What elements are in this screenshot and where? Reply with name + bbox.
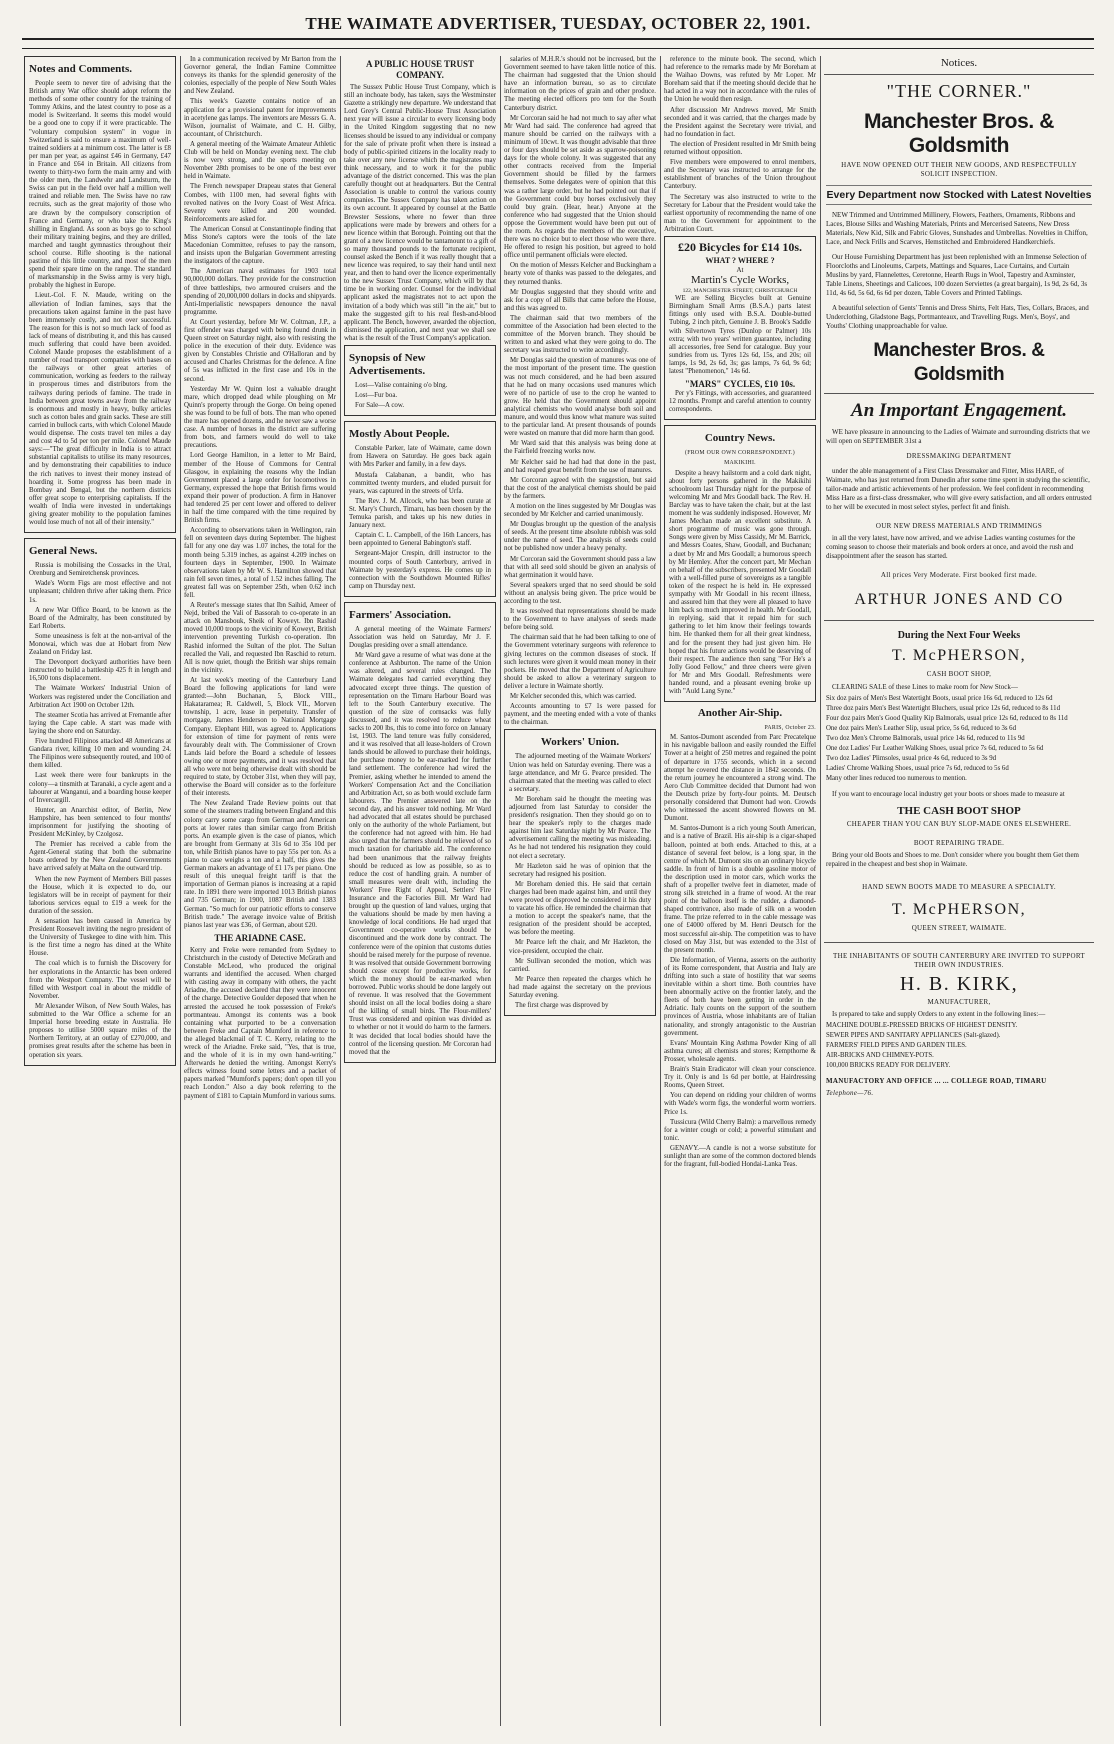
important-engagement-title: An Important Engagement. [851,400,1067,421]
every-department-line: Every Department now Stocked with Latest Novelties [826,185,1092,205]
paragraph: Mr Boreham said he thought the meeting was adjourned from last Saturday to consider the president's resignation. Then they should go on to hear the speaker's reply to the charges made against him last Saturday night by Mr Pearce. The advertisement calling the meeting was misleading. As he had not tendered his resignation they could not elect a secretary. [509,795,651,860]
paragraph: Brain's Stain Eradicator will clean your conscience. Try it. Only is and 1s 6d per bottle, at Hairdressing Rooms, Queen Street. [664,1066,816,1090]
section-title-people: Mostly About People. [349,428,450,441]
synopsis-items [349,382,491,410]
paragraph: At last week's meeting of the Canterbury Land Board the following applications for land were granted:—John Buchanan, 5, Block VIII., Hakataramea; R. Caldwell, 5, Block VII., Morven township, 1 acre, lease in perpetuity. Transfer of mortgage, James Henderson to National Mortgage Company. Elephant Hill, was agreed to. Applications for extension of time for payment of rents were favourably dealt with. The Commissioner of Crown Lands laid before the Board a schedule of lessees owing one or more payments, and it was resolved that all who were not being otherwise dealt with should be required to state, by October 31st, when they will pay, otherwise the Board will consider as to the forfeiture of their interests. [184,676,336,798]
clearing-sale-line: CLEARING SALE of these Lines to make room for New Stock— [832,683,1018,691]
notes-and-comments-box [24,56,176,533]
arthur-jones-ad [824,394,1094,621]
list-item: Many other lines reduced too numerous to mention. [826,775,967,782]
list-item: MACHINE DOUBLE-PRESSED BRICKS OF HIGHEST DENSITY. [826,1022,1018,1029]
list-item: One doz pairs Men's Leather Slip, usual price, 5s 6d, reduced to 3s 6d [826,725,1016,732]
mars-cycles-headline: "MARS" CYCLES, £10 10s. [684,379,796,390]
paragraph: The American Consul at Constantinople finding that Miss Stone's captors were the tools of the late Macedonian Committee, refuses to pay the ransom, and insists upon the Bulgarian Government arresting the instigators of the capture. [184,225,336,266]
paragraph: When the new Payment of Members Bill passes the House, which it is expected to do, our legislators will be in receipt of payment for their laborious services equal to £19 a week for the duration of the session. [29,875,171,915]
paragraph: In a communication received by Mr Barton from the Governor general, the Indian Famine Committee conveys its thanks for the splendid generosity of the colonies, especially of the people of New South Wales and New Zealand. [184,56,336,96]
farmers-continued [504,56,656,727]
newspaper-page [22,14,1094,1732]
air-ship-paragraphs [664,734,816,1169]
column-divider [820,56,821,1726]
general-news-paragraphs [29,562,171,1059]
paragraph: The Rev. J. M. Allcock, who has been curate at St. Mary's Church, Timaru, has been chosen by the Temuka parish, and takes up his new duties in January next. [349,497,491,530]
paragraph: Last week there were four bankrupts in the colony—a tinsmith at Taranaki, a cycle agent and a labourer at Wanganui, and a boarding house keeper of Invercargill. [29,772,171,804]
section-title-ariadne: THE ARIADNE CASE. [214,932,306,943]
hand-sewn-line: HAND SEWN BOOTS MADE TO MEASURE A SPECIALTY. [862,883,1056,891]
list-item: AIR-BRICKS AND CHIMNEY-POTS. [826,1052,934,1059]
dateline: PARIS, October 23. [764,725,816,732]
queen-street-line: QUEEN STREET, WAIMATE. [911,924,1007,932]
house-furnishing-text: Our House Furnishing Department has just been replenished with an Immense Selection of Floorcloths and Linoleums, Carpets, Mattings and Squares, Lace Curtains, and Curtain Muslins by yard, Flannelettes, Ceretonne, Hearth Rugs in Wool, Tapestry and Axminster, Table Linens, Sheetings and Calicoes, 100 dozen Serviettes (a great bargain), 1s 9d, 2s 6d, 3s 11d, 4s 6d, 5s 6d, 6s 6d per dozen, Table Covers and Printed Tablings. [826,253,1088,297]
column-divider [340,56,341,1726]
list-item: Two doz Ladies' Plimsoles, usual price 4s 6d, reduced to 3s 9d [826,755,997,762]
kirk-name: H. B. KIRK, [899,973,1019,995]
notices-heading: Notices. [940,57,978,69]
kirk-product-lines [826,1021,1092,1071]
paragraph: At Court yesterday, before Mr W. Coltman, J.P., a first offender was charged with being found drunk in Queen street on Saturday night, also with resisting the police in the execution of their duty. Evidence was given by Constables Christie and O'Halloran and by accused and Charles Christmas for the defence. A fine of 5s was inflicted in the first case and 10s in the second. [184,318,336,383]
paragraph: Despite a heavy hailstorm and a cold dark night, about forty persons gathered in the Makikihi schoolroom last Thursday night for the purpose of welcoming Mr and Mrs Goodall back. The Rev. H. Barclay was to have taken the chair, but at the last moment he was suddenly indisposed. However, Mr James Mechan made an excellent substitute. A short programme of music was gone through. Songs were given by Miss Cassidy, Mr M. Barrick, and Messrs Coates, Shaw, Goodall, and Buchanan; a duet by Mr and Mrs Goodall; a humorous speech by Mr Hemley. After the concert part, Mr Mechan on behalf of the subscribers, presented Mr Goodall with a well-filled purse of sovereigns as a tangible token of the respect he is held in. He expressed sympathy with Mr Goodall in his recent illness, and assured him that they were all pleased to have him back so much improved in health. Mr Goodall, in replying, said that it repaid him for such gathering to let him know their feelings towards him. He thanked them for all their great kindness, and for the present they had just given him. He hoped that his future actions would be deserving of their respect. The audience then sang "For He's a Jolly Good Fellow," and three cheers were given for Mr and Mrs Goodall. Refreshments were handed round, and a pleasant evening broke up with "Auld Lang Syne." [669,469,811,696]
paragraph: Kerry and Freke were remanded from Sydney to Christchurch in the custody of Detective McGrath and Constable McLeod, who produced the original warrants and identified the accused. When charged with casting away in company with others, the yacht Ariadne, the accused declared that they were innocent of the charge. Detective Goulder deposed that when he arrested the accused he took possession of Freke's portmanteau. Amongst its contents was a book containing what purported to be a conversation between Freke and Captain Mumford in reference to the alleged blackmail of T. C. Kerry, relating to the wreck of the Ariadne. Freke said, "Yes, that is true, and the whole of it is in my own hand-writing." Afterwards he denied the writing. Amongst Kerry's effects witness found some letters and a packet of papers marked "Mumford's papers; don't open till you reach London." Also a day book referring to the payment of £181 to Captain Mumford in various sums. [184,946,336,1100]
paragraph: Five members were empowered to enrol members, and the Secretary was instructed to arrange for the establishment of branches of the Union throughout Canterbury. [664,159,816,191]
trust-paragraphs [344,84,496,343]
place-heading: MAKIKIHI. [724,460,756,467]
section-title-general-news: General News. [29,545,98,558]
paragraph: Russia is mobilising the Cossacks in the Ural, Orenburg and Semiretchensk provinces. [29,562,171,578]
mcpherson-ad [824,621,1094,943]
section-title-farmers: Farmers' Association. [349,608,452,621]
telephone-line: Telephone—76. [826,1089,874,1097]
paragraph: Mr Ward gave a resume of what was done at the conference at Ashburton. The name of the Union was altered, and several rules changed. The Waimate delegates had carried everything they advocated except three things. The question of representation on the Timaru Harbour Board was left to the South Canterbury executive. The question of the size of cornsacks was fully discussed, and it was resolved to reduce wheat sacks to 200 lbs, this to come into force on January 1st, 1903. The land tenure was fully considered, and it was resolved that all lease-holders of Crown lands should be allowed to purchase their holdings, the purchase money to be ear-marked for further land settlement. The conference had wired the Premier, asking whether he intended to amend the Workers' Compensation Act and the Conciliation and Arbitration Act, so as both would exclude farm labourers. The Premier answered late on the second day, and his answer told nothing. Mr Ward had advocated that all estates should be purchased only on the authority of the whole Parliament, but the conference had not agreed with him. He had also urged that the farmers should be relieved of so much taxation for charitable aid. The conference had been unanimous that the railway freights should be reduced as low as possible, so as to reduce the cost of handling grain. A number of small measures were dealt with, including the Workers' Free Right of Appeal, Settlers' Fire Insurance and the Factories Bill. Mr Ward had brought up the question of land values, urging that the valuations should be made by men having a knowledge of local conditions. He had urged that Government co-operative works should be discontinued and the work done by contract. The conference were of the opinion that customs duties should be raised merely for the purpose of revenue. It was resolved that outside Government borrowing should cease except for productive works, for which the money should be ear-marked when borrowed. Public works should be done largely out of revenue. It was resolved that the Government should insist on all the local bodies doing a share of the killing of small birds. The Flour-millers' Trust was considered and opinion was divided as to whether or not it would do harm to the farmers. It was decided that local bodies should have the control of the licensing question. Mr Corcoran had moved that the [349,652,491,1056]
paragraph: Mr Pearce left the chair, and Mr Hazleton, the vice-president, occupied the chair. [509,939,651,955]
paragraph: Sergeant-Major Crespin, drill instructor to the mounted corps of South Canterbury, arrived in Waimate by yesterday's express. He comes up in connection with the Southdown Mounted Rifles' camp on Thursday next. [349,550,491,590]
bicycle-ad-name: Martin's Cycle Works, [690,274,790,287]
bicycle-ad-address: 122, MANCHESTER STREET, CHRISTCHURCH [682,288,798,295]
next-four-weeks: During the Next Four Weeks [897,630,1021,641]
mcpherson-name-2: T. McPHERSON, [891,901,1027,918]
paragraph: This week's Gazette contains notice of an application for a provisional patent for improvements in acetylene gas lamps. The inventors are Messrs G. A. Wilson, journalist of Waimate, and C. H. Gilby, accountant, of Christchurch. [184,98,336,138]
masthead: THE WAIMATE ADVERTISER, TUESDAY, OCTOBER 22, 1901. [305,14,811,33]
manchester-bros-name: Manchester Bros. & Goldsmith [863,110,1055,157]
paragraph: Mr Pearce then repeated the charges which he had made against the secretary on the previous Saturday evening. [509,975,651,1000]
paragraph: M. Santos-Dumont is a rich young South American, and is a native of Brazil. His air-ship is a cigar-shaped balloon, pointed at both ends. Attached to this, at a distance of several feet below, is a long spar, in the centre of which M. Dumont sits on an ordinary bicycle saddle. In front of him is a double gasoline motor of the description used in motor cars, which works the shaft of a propeller twelve feet in diameter, made of strong silk stretched in a frame of wood. At the rear point of the balloon itself is the rudder, a diamond-shaped contrivance, also made of silk on a wooden frame. The prize referred to in the cable message was one of £4000 offered by M. Henri Deutsch for the most successful air-ship. The competition was to have closed on May 31st, but was extended to the 31st of the present month. [664,825,816,954]
paragraph: The Sussex Public House Trust Company, which is still an inchoate body, has taken, says the Westminster Gazette a strikingly new departure. We understand that Lord Grey's Central Public-House Trust Association next year will issue a circular to every licensing body in the United Kingdom suggesting that no new licenses should be issued to any individual or company for the sale of private profit when there is instead a body of public-spirited citizens in the locality ready to take over any new license which the magistrates may think necessary, and to work it for the public advantage of the district concerned. This was the plan carefully thought out at headquarters. But the Central Association is unable to control the various county companies. The Sussex Company has taken action on its own account. It appeared by counsel at the Battle Brewster Sessions, where no fewer than three applications were made by brewers and others for a new licence within that Borough. Pointing out that the grant of a new licence would be tantamount to a gift of so many thousand pounds to the fortunate recipient, counsel asked the Bench if it was really thought that a new licence was required, to say their hand until next year, and then to hand over the licence experimentally to the new Sussex Trust Company, which will by that time be in working order. Counsel for the individual applicant asked the magistrates not to act upon the invitation of a body which was still "in the air," but to make the suggested gift to his real flesh-and-blood applicant. The Bench, however, awarded the objection, dismissed the application, and next year we shall see what is the result of the Trust Company's application. [344,84,496,342]
paragraph: reference to the minute book. The second, which had reference to the remarks made by Mr Boreham at the Waihao Downs, was refuted by Mr Loper. Mr Boreham said that if the meeting should decide that he had acted in a way not in accordance with the rules of the Union he would then resign. [664,56,816,104]
boot-repairing-trade: BOOT REPAIRING TRADE. [913,839,1005,847]
paragraph: The chairman said that two members of the committee of the Association had been elected to the committee of the Morven branch. They should be written to and asked what they were going to do. The secretary was instructed to write accordingly. [504,314,656,355]
inhabitants-line: THE INHABITANTS OF SOUTH CANTERBURY ARE INVITED TO SUPPORT THEIR OWN INDUSTRIES. [833,952,1085,969]
paragraph: Mustafa Calabanan, a bandit, who has committed twenty murders, and eluded pursuit for years, was captured in the streets of Urfa. [349,471,491,495]
section-title-notes: Notes and Comments. [29,63,132,75]
paragraph: Five hundred Filipinos attacked 48 Americans at Gandara river, killing 10 men and wounding 24. The Filipinos were subsequently routed, and 100 of them killed. [29,738,171,770]
section-title-trust-company: A PUBLIC HOUSE TRUST COMPANY. [365,59,475,80]
paragraph: Wade's Worm Figs are most effective and not unpleasant; children thrive after taking them. Price 1s. [29,580,171,604]
encourage-line: If you want to encourage local industry get your boots or shoes made to measure at [832,790,1065,798]
bicycle-ad-question: WHAT ? WHERE ? [705,255,775,265]
paragraph: The American naval estimates for 1903 total 90,000,000 dollars. They provide for the construction of three battleships, two armoured cruisers and the spending of 20,000,000 dollars in docks and shipyards. Anti-Imperialistic newspapers denounce the naval programme. [184,268,336,316]
paragraph: Mr Corcoran said the Government should pass a law that with all seed sold should be given an analysis of what germination it would have. [504,555,656,579]
section-title-synopsis: Synopsis of New Advertisements. [349,352,426,377]
list-item: Ladies' Chrome Walking Shoes, usual price 7s 6d, reduced to 5s 6d [826,765,1009,772]
the-corner-title: "THE CORNER." [886,81,1032,101]
paragraph: Evans' Mountain King Asthma Powder King of all asthma cures; all chemists and stores; Kempthorne & Prosser, wholesale agents. [664,1039,816,1063]
workers-union-paragraphs [509,753,651,1010]
masthead-rule [22,38,1094,40]
list-item: Two doz Men's Chrome Balmorals, usual price 14s 6d, reduced to 11s 9d [826,735,1025,742]
list-item: Four doz pairs Men's Good Quality Kip Balmorals, usual price 12s 6d, reduced to 8s 11d [826,715,1068,722]
repair-body: Bring your old Boots and Shoes to me. Don't consider where you bought them Get them repaired in the cheapest and best shop in Waimate. [826,851,1080,868]
paragraph: The coal which is to furnish the Discovery for her explorations in the Antarctic has been ordered from the Westport Company. The vessel will be filled with Westport coal in about the middle of November. [29,960,171,1000]
paragraph: The adjourned meeting of the Waimate Workers' Union was held on Saturday evening. There was a large attendance, and Mr G. Pearce presided. The chairman stated that the meeting was called to elect a secretary. [509,753,651,793]
paragraph: The Waimate Workers' Industrial Union of Workers was registered under the Conciliation and Arbitration Act 1900 on October 12th. [29,685,171,709]
section-title-air-ship: Another Air-Ship. [697,707,783,720]
paragraph: Mr Hazleton said he was of opinion that the secretary had resigned his position. [509,862,651,878]
paragraph: A Reuter's message states that Ibn Saihid, Ameer of Nejd, bribed the Vali of Bassorah to co-operate in an attack on Mansbouk, Sheik of Koweyt. Ibn Rashid moved 10,000 troops to the vicinity of Koweyt, British intervention preventing Turkish co-operation. Ibn Rashid informed the Sultan of the plot. The Sultan recalled the Vali, and requested Ibn Raschid to return. All is now quiet, though the British war ships remain in the vicinity. [184,602,336,674]
paragraph: Mr Douglas said the question of manures was one of the most important of the present time. The question was not much considered, and he had been assured that he had on many occasions used manures which were of no particle of use to the crop he wanted to grow. He held that the Government should appoint analytical chemists who would analyse both soil and manure, and would thus know what manure was suited to the particular land. At present thousands of pounds were wasted on manure that did more harm than good. [504,357,656,438]
paragraph: A new War Office Board, to be known as the Board of the Admiralty, has been constituted by Earl Roberts. [29,606,171,630]
bicycle-ad-at: At [736,265,744,274]
paragraph: Hunter, an Anarchist editor, of Berlin, New Hampshire, has been sentenced to four months' imprisonment for justifying the shooting of President McKinley, by Czolgosz. [29,806,171,839]
people-paragraphs [349,445,491,591]
bicycle-ad-headline: £20 Bicycles for £14 10s. [677,239,803,254]
engagement-body: WE have pleasure in announcing to the Ladies of Waimate and surrounding districts that we will open on SEPTEMBER 31st a [826,428,1090,445]
paragraph: Mr Ward said that this analysis was being done at the Fairfield freezing works now. [504,440,656,456]
workers-union-box [504,729,656,1016]
paragraph: The chairman said that he had been talking to one of the Government veterinary surgeons with reference to giving lectures on the common diseases of stock. If such lectures were given it would mean money in their pockets. He moved that the Department of Agriculture should be asked to allow a veterinary surgeon to deliver a lecture in Waimate shortly. [504,634,656,690]
kirk-body: Is prepared to take and supply Orders to any extent in the following lines:— [832,1010,1046,1018]
kirk-ad [824,943,1094,1107]
paragraph: Mr Sullivan seconded the motion, which was carried. [509,957,651,973]
list-item: One doz Ladies' Fur Leather Walking Shoes, usual price 7s 6d, reduced to 5s 6d [826,745,1044,752]
paragraph: A sensation has been caused in America by President Roosevelt inviting the negro president of the University of Tuskegee to dine with him. This is the first time a negro has dined at the White House. [29,918,171,958]
paragraph: Some uneasiness is felt at the non-arrival of the Monowai, which was due at Hobart from New Zealand on Friday last. [29,632,171,657]
new-dress-materials: OUR NEW DRESS MATERIALS AND TRIMMINGS [875,522,1043,530]
new-trimmed-text: NEW Trimmed and Untrimmed Millinery, Flowers, Feathers, Ornaments, Ribbons and Laces, Blouse Silks and Washing Materials, Prints and Mercerised Sateens, New Dress Materials, New Kid, Silk and Fabric Gloves, Sunshades and Umbrellas. Novelties in Chiffon, Lace, and Neck Frills and Scarves, Hemstitched and Embroidered Handkerchiefs. [826,211,1088,246]
mostly-about-people-box [344,421,496,597]
column-1 [24,56,176,1726]
paragraph: Several speakers urged that no seed should be sold without an analysis being given. The price would be according to the test. [504,581,656,605]
workers-union-continued [664,56,816,234]
list-item: Three doz pairs Men's Best Watertight Bluchers, usual price 12s 6d, reduced to 8s 11d [826,705,1060,712]
masthead-rule-thin [22,48,1094,49]
bicycle-ad-body: WE are Selling Bicycles built at Genuine Birmingham Small Arms (B.S.A.) parts latest fittings only used with B.S.A. Double-butted Tubing, 2 inch pitch, Genuine J. B. Brook's Saddle with Silvertown Tyres (Dunlop or Palmer) 10s extra; with two years' written guarantee, including all accessories, free Send for catalogue. Buy your sundries from us. Tyres 12s 6d, 15s, and 20s; oil lamps, 1s 9d, 2s 6d, 3s; gas lamps, 7s 6d, 9s 6d; latest "Phenomenon," 14s 6d. [669,295,811,375]
boot-sale-lines [826,694,1092,784]
paragraph: Mr Kelcher said he had had that done in the past, and had reaped great benefit from the use of manures. [504,458,656,474]
column-4 [504,56,656,1726]
general-news-box [24,538,176,1065]
news-paragraphs [184,56,336,930]
column-divider [500,56,501,1726]
list-item: SEWER PIPES AND SANITARY APPLIANCES (Salt-glazed). [826,1032,1001,1039]
section-title-workers-union: Workers' Union. [540,736,620,749]
paragraph: On the motion of Messrs Kelcher and Buckingham a hearty vote of thanks was passed to the delegates, and they returned thanks. [504,262,656,286]
country-news-box [664,425,816,702]
paragraph: Captain C. L. Campbell, of the 16th Lancers, has been appointed to General Babington's staff. [349,532,491,548]
paragraph: Die Information, of Vienna, asserts on the authority of its Rome correspondent, that Austria and Italy are drifting into such a state of hostility that war seems inevitable within a short time. Both countries have been abnormally active on the frontier lately, and the fleets of both have been getting in order in the Adriatic. Italy counts on the support of the southern provinces of Austria, whose inhabitants are of Italian nationality, and strongly antagonistic to the Austrian government. [664,956,816,1037]
paragraph: According to observations taken in Wellington, rain fell on seventeen days during September. The highest fall for any one day was 1.07 inches, the total for the month being 5.319 inches, as against 4.209 inches on fourteen days in September, 1900. In Waimate observations taken by Mr W. S. Hamilton showed that rain fell seven times, a total of 1.52 inches falling. The greatest fall was on September 25th, when 0.62 inch fell. [184,527,336,599]
ariadne-paragraphs [184,947,336,1101]
cash-boot-shop-2: THE CASH BOOT SHOP [897,805,1021,817]
dressmaking-body: under the able management of a First Class Dressmaker and Fitter, Miss HARE, of Waimate, who has just returned from Dunedin after some time spent in studying the scientific, tailor-made and artistic achievements of her profession. We feel confident in recommending Miss Hare as a first-class dressmaker, who will give every satisfaction, and all orders entrusted to her will be executed in most select styles, perfect fit and finish. [826,467,1092,511]
column-6-advertisements [824,56,1094,1726]
mcpherson-name: T. McPHERSON, [891,647,1027,664]
paragraph: Tussicura (Wild Cherry Balm): a marvellous remedy for a winter cough or cold; a powerful stimulant and tonic. [664,1118,816,1142]
paragraph: Accounts amounting to £7 1s were passed for payment, and the meeting ended with a vote of thanks to the chairman. [504,703,656,727]
correspondent-line: (FROM OUR OWN CORRESPONDENT.) [684,450,796,457]
paragraph: M. Santos-Dumont ascended from Parc Precatelque in his navigable balloon and easily rounded the Eiffel Tower at a height of 250 metres and regained the point of departure in 1755 seconds, which in a second attempt he covered the distance in 1842 seconds. On the return journey he encountered a strong wind. The Aero Club Committee decided that Dumont had won the Deutsch prize by forty-four points. M. Deutsch personally considered that Dumont had won. Crowds who witnessed the ascent showered flowers on M. Dumont. [664,734,816,823]
list-item: 100,000 BRICKS READY FOR DELIVERY. [826,1062,951,1069]
new-dress-body: in all the very latest, have now arrived, and we advise Ladies wanting costumes for the coming season to choose their materials and book orders at once, and avoid the rush and disappointment after the season has started. [826,534,1076,560]
paragraph: After discussion Mr Andrews moved, Mr Smith seconded and it was carried, that the charges made by the President against the Secretary were trivial, and had no foundation in fact. [664,106,816,138]
paragraph: It was resolved that representations should be made to the Government to have analyses of seeds made before being sold. [504,608,656,632]
prices-line: All prices Very Moderate. First booked first made. [880,571,1038,579]
paragraph: Mr Corcoran said he had not much to say after what Mr Ward had said. The conference had agreed that manure should be carried on the railways with a minimum of 10cwt. It was thought advisable that three or four days should be set aside as sparrow-poisoning days for the whole colony. It was suggested that any other contracts received from the Imperial Government should be filled by the farmers themselves. Some delegates were of opinion that this was a rather large order, but he had pointed out that if the Government could buy horses exclusively they could buy grain. (Hear, hear.) Anyone at the conference who had suggested that the Union should oppose the Government would have been put out of the room. As regards the members of the executive, there was no choice but to elect those who were there. He offered to resign his position, but agreed to hold office until permanent officials were elected. [504,114,656,260]
paragraph: Mr Douglas suggested that they should write and ask for a copy of all Bills that came before the House, and this was agreed to. [504,288,656,312]
paragraph: People seem to never tire of advising that the British army War office should adopt reform the methods of some other country for the training of Tommy Atkins, and the latest country to pose as a model is Switzerland. It seems this model would be a good one to copy if it were practicable. The "voluntary compulsion system" in vogue in Switzerland is said to ensure a maximum of well-trained soldiers at a minimum cost. The latter is £8 per man per year, as against £46 in Germany, £47 in France and £64 in Britain. All citizens from twenty to thirty-two form the main army and with the older men, the Landwehr and Landsturm, the Swiss can put in the field over half a million well trained and reliable men. The Swiss have no raw recruits, such as the great majority of those who are drawn by the compulsory conscription of France and Germany, or who take the King's shilling in England. As soon as boys go to school their military training begins, and they are drilled, marched and taught gymnastics throughout their school course. Rifle shooting is the national pastime of this little country, and most of the men spend their spare time on the range. The standard of marksmanship in the Swiss army is very high, probably the highest in Europe. [29,80,171,290]
country-news-paragraphs [669,470,811,697]
paragraph: You can depend on ridding your children of worms with Wade's worm figs, the wonderful worm worriers. Price 1s. [664,1092,816,1116]
column-5 [664,56,816,1726]
cheaper-line: CHEAPER THAN YOU CAN BUY SLOP-MADE ONES ELSEWHERE. [846,820,1072,828]
manufactory-line: MANUFACTORY AND OFFICE ... ... COLLEGE ROAD, TIMARU [826,1077,1047,1085]
paragraph: Lost—Fur boa. [355,392,398,400]
paragraph: The Devonport dockyard authorities have been instructed to build a battleship 425 ft in length and 16,500 tons displacement. [29,659,171,683]
cash-boot-shop: CASH BOOT SHOP, [926,670,992,678]
paragraph: The Premier has received a cable from the Agent-General stating that both the submarine boats ordered by the New Zealand Governments have arrived safely at Malta on the outward trip. [29,841,171,873]
paragraph: salaries of M.H.R.'s should not be increased, but the Government seemed to have taken little notice of this. The chairman had suggested that the Union should have an information bureau, so as to circulate information on the prices of grain and other produce. The meeting elected officers pro tem for the South Canterbury district. [504,56,656,112]
manufacturer-line: MANUFACTURER, [927,998,991,1006]
manchester-bros-ad [824,74,1094,394]
paragraph: For Sale—A cow. [355,402,405,410]
mars-cycles-body: Per y's Fittings, with accessories, and guaranteed 12 months. Prompt and careful attention to country correspondents. [669,390,811,414]
paragraph: A general meeting of the Waimate Farmers' Association was held on Saturday, Mr J. F. Douglas presiding over a small attendance. [349,625,491,650]
bicycle-advertisement [664,236,816,420]
paragraph: The steamer Scotia has arrived at Fremantle after laying the Cape cable. A start was made with laying the shore end on Saturday. [29,711,171,735]
paragraph: Mr Kelcher seconded this, which was carried. [510,693,637,701]
column-divider [660,56,661,1726]
paragraph: Lost—Valise containing o'o blng. [355,382,448,389]
paragraph: The New Zealand Trade Review points out that some of the steamers trading between England and this colony carry some cargo from German and American ports at lower rates than similar cargo from British ports. An example given is the case of pianos, which are brought from Germany at 31s 6d to 35s 10d per ton, while British pianos have to pay 55s per ton. As a piano to case weighs a ton and a half, this gives the German makers an advantage of £1 17s per piano. One result of this unequal freight tariff is that the importation of German pianos is increasing at a rapid rate. In 1891 there were imported 1013 British pianos and 735 German; in 1900, 1087 British and 1383 German. "So much for our patriotic efforts to conserve British trade." The average invoice value of British pianos last year was £36, of German, about £20. [184,800,336,929]
paragraph: The Secretary was also instructed to write to the Secretary for Labour that the President would take the earliest opportunity of recommending the name of one man to the Government for appointment to the Arbitration Court. [664,193,816,233]
paragraph: The election of President resulted in Mr Smith being returned without opposition. [664,140,816,157]
paragraph: A general meeting of the Waimate Amateur Athletic Club will be held on Monday evening next. The club is now very strong, and the sports meeting on November 28th promises to be one of the best ever held in Waimate. [184,140,336,181]
column-3 [344,56,496,1726]
paragraph: Constable Parker, late of Waimate, came down from Hawera on Saturday. He goes back again with Mrs Parker and family, in a few days. [349,445,491,469]
farmers-association-box [344,602,496,1063]
paragraph: Mr Alexander Wilson, of New South Wales, has submitted to the War Office a scheme for an Imperial horse breeding estate in Australia. He proposes to utilise 5000 square miles of the Northern Territory, at an outlay of £270,000, and promises great results after the scheme has been in operation six years. [29,1002,171,1059]
paragraph: Yesterday Mr W. Quinn lost a valuable draught mare, which dropped dead while ploughing on Mr Quinn's property through the Gorge. On being opened she was found to be full of bots. The man who opened the mare has opened dozens, and he never saw a worse case. A number of horses in the district are suffering from bots, and farmers would do well to take precautions. [184,385,336,450]
list-item: FARMERS' FIELD PIPES AND GARDEN TILES. [826,1042,967,1049]
dressmaking-department: DRESSMAKING DEPARTMENT [906,452,1012,460]
paragraph: Mr Corcoran agreed with the suggestion, but said that the cost of the analytical chemists should be paid by the farmers. [504,476,656,500]
section-title-country-news: Country News. [704,432,776,445]
paragraph: A motion on the lines suggested by Mr Douglas was seconded by Mr Kelcher and carried unanimously. [504,502,656,519]
paragraph: Mr Douglas brought up the question of the analysis of seeds. At the present time absolute rubbish was sold under the name of seed. The analysis of seeds could not be published now under a heavy penalty. [504,521,656,553]
paragraph: The French newspaper Drapeau states that General Combes, with 1100 men, had several fights with revolted natives on the Ivory Coast of West Africa. Seventy were killed and 200 wounded. Reinforcements are asked for. [184,183,336,223]
list-item: Six doz pairs of Men's Best Watertight Boots, usual price 16s 6d, reduced to 12s 6d [826,695,1053,702]
paragraph: Mr Boreham denied this. He said that certain charges had been made against him, and until they were proved or disproved he considered it his duty to vacate his office. He reminded the chairman that a motion to accept the speaker's name, that the resignation of the president should be accepted, was before the meeting. [509,880,651,937]
column-divider [180,56,181,1726]
manchester-bros-name-2: Manchester Bros. & Goldsmith [873,340,1045,385]
arthur-jones-name: ARTHUR JONES AND CO [854,591,1064,608]
synopsis-box [344,345,496,416]
gents-selection-text: A beautiful selection of Gents' Tennis and Dress Shirts, Felt Hats, Ties, Collars, Braces, and Underclothing, Gladstone Bags, Portmanteaux, and Travelling Rugs. Men's, Boys', and Youths' Clothing unapproachable for value. [826,304,1089,330]
paragraph: Lord George Hamilton, in a letter to Mr Baird, member of the House of Commons for Central Glasgow, in explaining the reasons why the Indian Government placed a large order for locomotives in Germany, expressed the hope that British firms would expand their power of production. A firm in Hanover had tendered 25 per cent lower and offered to deliver in half the time compared with the time required by British firms. [184,452,336,525]
paragraph: The first charge was disproved by [515,1002,609,1010]
paragraph: Lieut.-Col. F. N. Maude, writing on the alleviation of Indian famines, says that the precautions taken against famine in the past have been immensely costly, and not over successful. The reason for this is not so much lack of food as lack of means of distributing it, and this has caused much suffering that could have been avoided. Colonel Maude proposes the establishment of a number of road transport companies with bases on the railways or other great arteries of communication, working as feeders to the railway in prosperous times and distributors from the railways during periods of famine. The trade in India between great towns away from the railway is enormous and mostly in heavy, bulky articles such as cotton bales and grain sacks. These are still carried in bullock carts, with which Colonel Maude would dispense. The costs travel ten miles a day and cost 4d to 5d per ton per mile. Colonel Maude says:—"The great difficulty in India is to attract substantial capitalists to utilise its many resources, and by demonstrating their capabilities to induce the rich natives to invest their money instead of hoarding it. Some progress has been made in Bombay and Bengal, but the northern districts offer great scope to enterprising capitalists. If the wealth of India were invested in undertakings giving greater mobility to the population famines would lose much of not all of their intensity." [29,292,171,527]
farmers-paragraphs [349,626,491,1057]
column-2 [184,56,336,1726]
paragraph: GENAVY.—A candle is not a worse substitute for sunlight than are some of the common doctored blends for the fragrant, full-bodied Hondai-Lanka Teas. [664,1144,816,1169]
manchester-bros-subtitle: HAVE NOW OPENED OUT THEIR NEW GOODS, AND RESPECTFULLY SOLICIT INSPECTION. [841,161,1077,178]
notes-paragraphs [29,80,171,527]
